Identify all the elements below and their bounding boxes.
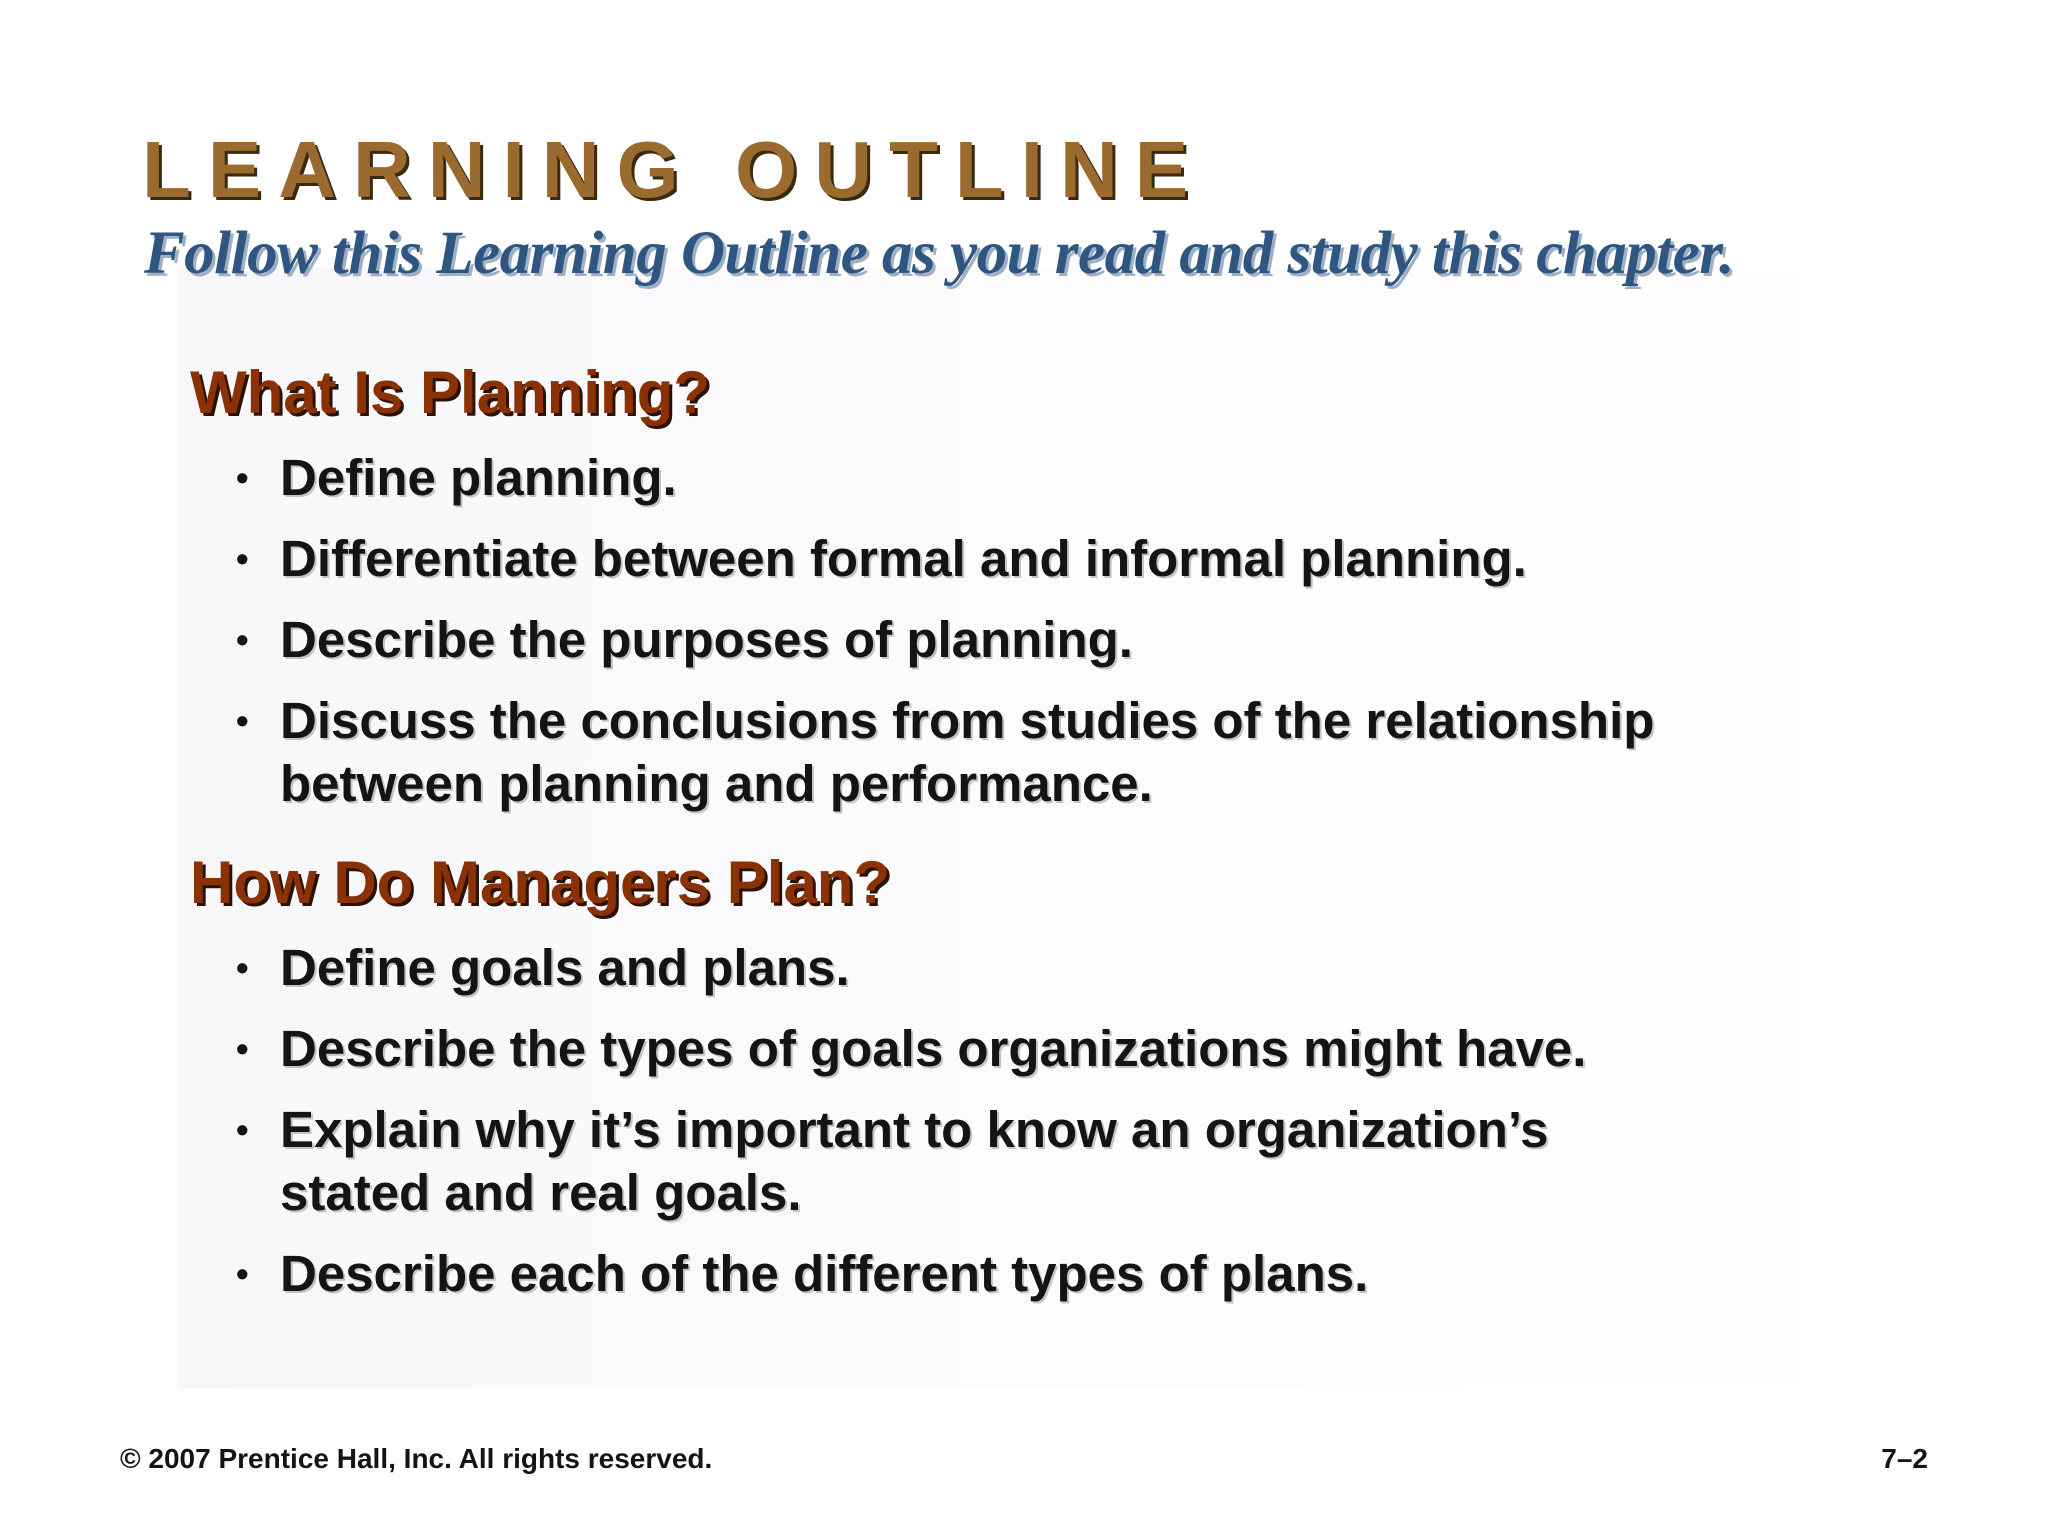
bullet-icon: •	[236, 700, 249, 741]
bullet-icon: •	[236, 619, 249, 660]
bullet-icon: •	[236, 1109, 249, 1150]
bullet-icon: •	[236, 947, 249, 988]
list-item-text: Define goals and plans.	[280, 939, 850, 996]
footer-copyright: © 2007 Prentice Hall, Inc. All rights reserved.	[120, 1443, 713, 1474]
list-item-text-line-1: Discuss the conclusions from studies of the relationship	[280, 692, 1655, 749]
list-item-text-line-2: between planning and performance.	[280, 755, 1153, 812]
list-item	[236, 936, 1586, 999]
list-item-text-line-2: stated and real goals.	[280, 1164, 802, 1221]
list-item-text: Differentiate between formal and informal planning.	[280, 530, 1527, 587]
bullet-icon: •	[236, 1253, 249, 1294]
bullet-icon: •	[236, 1028, 249, 1069]
section-heading-what-is-planning: What Is Planning?	[190, 359, 710, 426]
bullet-list-what-is-planning	[236, 446, 1654, 833]
slide-subtitle: Follow this Learning Outline as you read and study this chapter.	[144, 220, 1734, 287]
list-item	[236, 446, 1654, 509]
list-item	[236, 1242, 1586, 1305]
list-item-text: Describe each of the different types of plans.	[280, 1245, 1369, 1302]
list-item-text-line-1: Explain why it’s important to know an organization’s	[280, 1101, 1549, 1158]
list-item-text: Describe the purposes of planning.	[280, 611, 1133, 668]
list-item-text: Define planning.	[280, 449, 677, 506]
list-item	[236, 1098, 1586, 1224]
list-item	[236, 1017, 1586, 1080]
slide-title: LEARNING OUTLINE	[142, 125, 1206, 214]
list-item	[236, 527, 1654, 590]
list-item-text: Describe the types of goals organizations might have.	[280, 1020, 1587, 1077]
page-number: 7–2	[1881, 1443, 1928, 1474]
bullet-icon: •	[236, 538, 249, 579]
bullet-list-how-do-managers-plan	[236, 936, 1586, 1323]
bullet-icon: •	[236, 457, 249, 498]
list-item	[236, 608, 1654, 671]
list-item	[236, 689, 1654, 815]
section-heading-how-do-managers-plan: How Do Managers Plan?	[190, 849, 891, 916]
